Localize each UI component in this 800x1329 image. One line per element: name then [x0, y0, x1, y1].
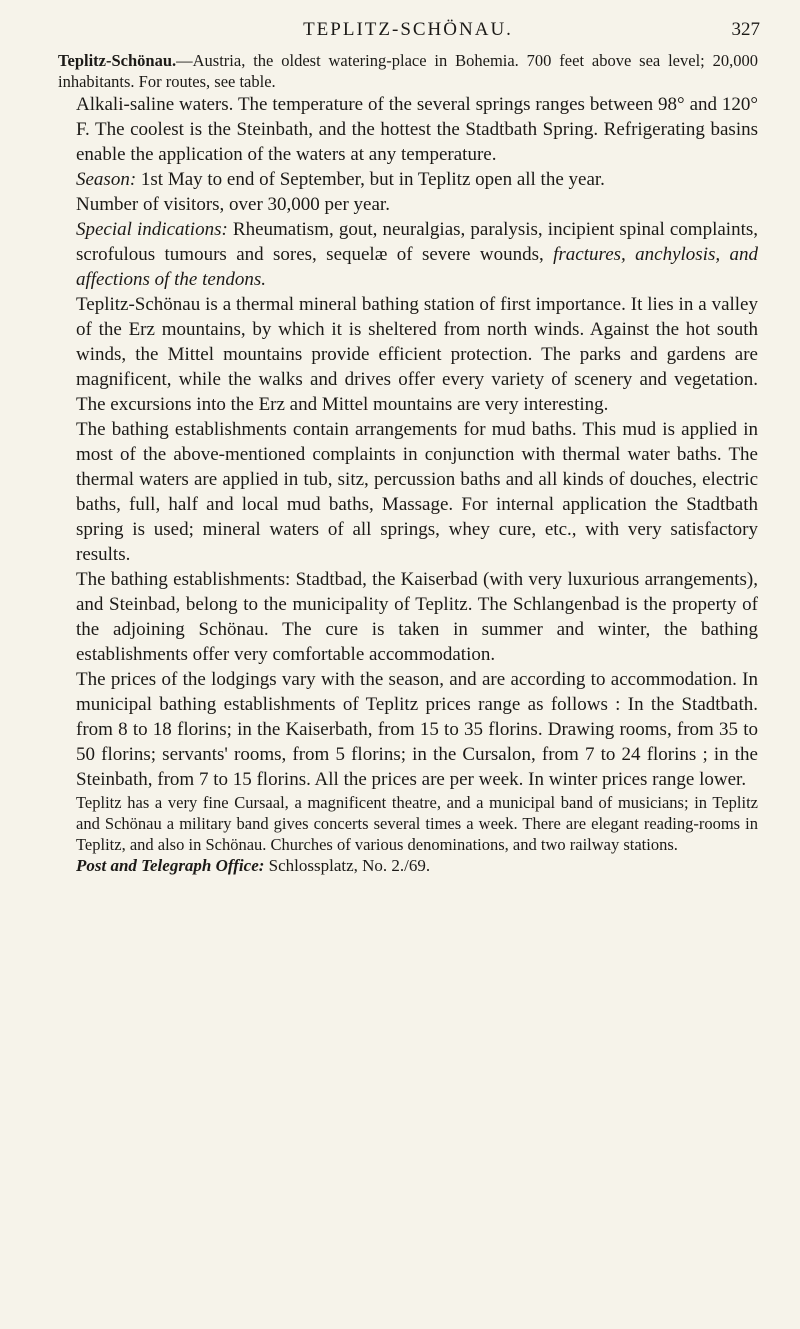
post-office-label: Post and Telegraph Office:	[76, 856, 265, 875]
post-office-line	[58, 855, 758, 877]
indications-italic-text: fractures, anchylosis, and affections of the tendons.	[76, 244, 758, 290]
indications-text: Rheumatism, gout, neuralgias, paralysis, incipient spinal complaints, scrofulous tumours and sores, sequelæ of severe wounds,	[76, 219, 759, 265]
entry-heading	[58, 50, 758, 92]
season-text: 1st May to end of September, but in Teplitz open all the year.	[136, 169, 605, 190]
prices-paragraph: The prices of the lodgings vary with the season, and are according to accommodation. In municipal bathing establishments of Teplitz prices range as follows : In the Stadtbath. from 8 to 18 florins; in the Kaiserbath, from 15 to 35 florins. Drawing rooms, from 35 to 50 florins; servants' rooms, from 5 florins; in the Cursalon, from 7 to 24 florins ; in the Steinbath, from 7 to 15 florins. All the prices are per week. In winter prices range lower.	[76, 669, 758, 790]
mud-baths-paragraph: The bathing establishments contain arrangements for mud baths. This mud is applied in most of the above-mentioned complaints in conjunction with thermal water baths. The thermal waters are applied in tub, sitz, percussion baths and all kinds of douches, electric baths, full, half and local mud baths, Massage. For internal application the Stadtbath spring is used; mineral waters of all springs, whey cure, etc., with very satisfactory results.	[76, 419, 758, 565]
waters-paragraph: Alkali-saline waters. The temperature of the several springs ranges between 98° and 120° F. The coolest is the Steinbath, and the hottest the Stadtbath Spring. Refrigerating basins enable the application of the waters at any temperature.	[76, 94, 758, 165]
entry-intro: —Austria, the oldest watering-place in Bohemia. 700 feet above sea level; 20,000 inhabitants. For routes, see table.	[58, 51, 758, 91]
cursaal-paragraph: Teplitz has a very fine Cursaal, a magnificent theatre, and a municipal band of musicians; in Teplitz and Schönau a military band gives concerts several times a week. There are elegant reading-rooms in Teplitz, and also in Schönau. Churches of various denominations, and two railway stations.	[76, 793, 758, 854]
post-office-address: Schlossplatz, No. 2./69.	[264, 856, 431, 875]
page-number: 327	[731, 19, 760, 40]
establishments-paragraph: The bathing establishments: Stadtbad, the Kaiserbad (with very luxurious arrangements), and Steinbad, belong to the municipality of Teplitz. The Schlangenbad is the property of the adjoining Schönau. The cure is taken in summer and winter, the bathing establishments offer very comfortable accommodation.	[76, 569, 758, 665]
season-label: Season:	[76, 169, 137, 190]
indications-paragraph	[58, 217, 758, 292]
indications-label: Special indications:	[76, 219, 228, 240]
visitors-paragraph: Number of visitors, over 30,000 per year.	[76, 194, 390, 215]
station-paragraph: Teplitz-Schönau is a thermal mineral bathing station of first importance. It lies in a valley of the Erz mountains, by which it is sheltered from north winds. Against the hot south winds, the Mittel mountains provide efficient protection. The parks and gardens are magnificent, while the walks and drives offer every variety of scenery and vegetation. The excursions into the Erz and Mittel mountains are very interesting.	[76, 294, 758, 415]
season-paragraph	[58, 167, 758, 192]
running-head	[58, 10, 758, 50]
running-head-title: TEPLITZ-SCHÖNAU.	[303, 19, 513, 40]
book-page	[58, 10, 758, 877]
entry-name: Teplitz-Schönau.	[58, 51, 177, 70]
